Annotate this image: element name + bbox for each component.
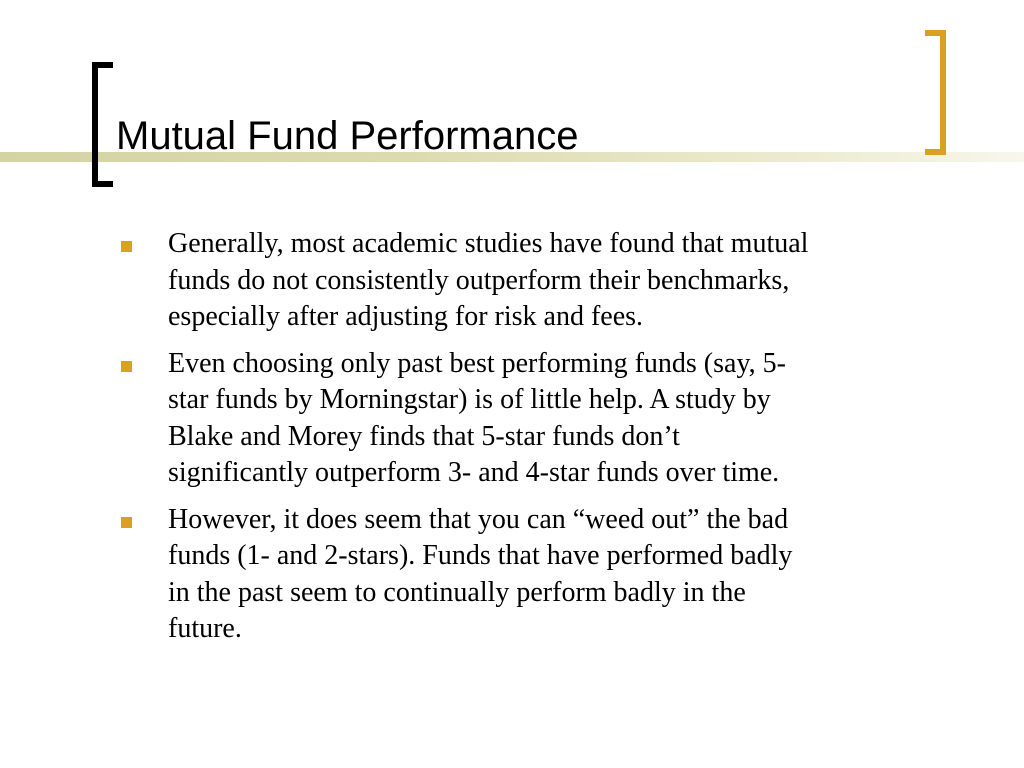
square-bullet-icon [121,517,132,528]
square-bullet-icon [121,361,132,372]
bullet-2-line-3: Blake and Morey finds that 5-star funds don’t [168,420,680,452]
square-bullet-icon [121,241,132,252]
bullet-3-line-2: funds (1- and 2-stars). Funds that have performed badly [168,540,793,571]
bullet-3-line-1: However, it does seem that you can “weed out” the bad [168,503,789,535]
bullet-1-line-2: funds do not consistently outperform their benchmarks, [168,264,790,296]
bullet-item-2 [118,346,958,492]
right-bracket-decoration [925,30,946,155]
slide-title: Mutual Fund Performance [116,114,579,158]
bullet-item-1 [118,226,958,336]
bullet-1-line-1: Generally, most academic studies have found that mutual [168,228,809,259]
bullet-2-line-4: significantly outperform 3- and 4-star funds over time. [168,457,780,488]
bullet-2-line-2: star funds by Morningstar) is of little help. A study by [168,384,771,415]
bullet-2-line-1: Even choosing only past best performing funds (say, 5- [168,347,786,379]
bullet-3-line-3: in the past seem to continually perform badly in the [168,576,746,608]
left-bracket-decoration [92,62,113,187]
bullet-item-3 [118,502,958,648]
bullet-list [118,226,958,658]
bullet-3-line-4: future. [168,613,242,644]
bullet-1-line-3: especially after adjusting for risk and fees. [168,301,644,332]
